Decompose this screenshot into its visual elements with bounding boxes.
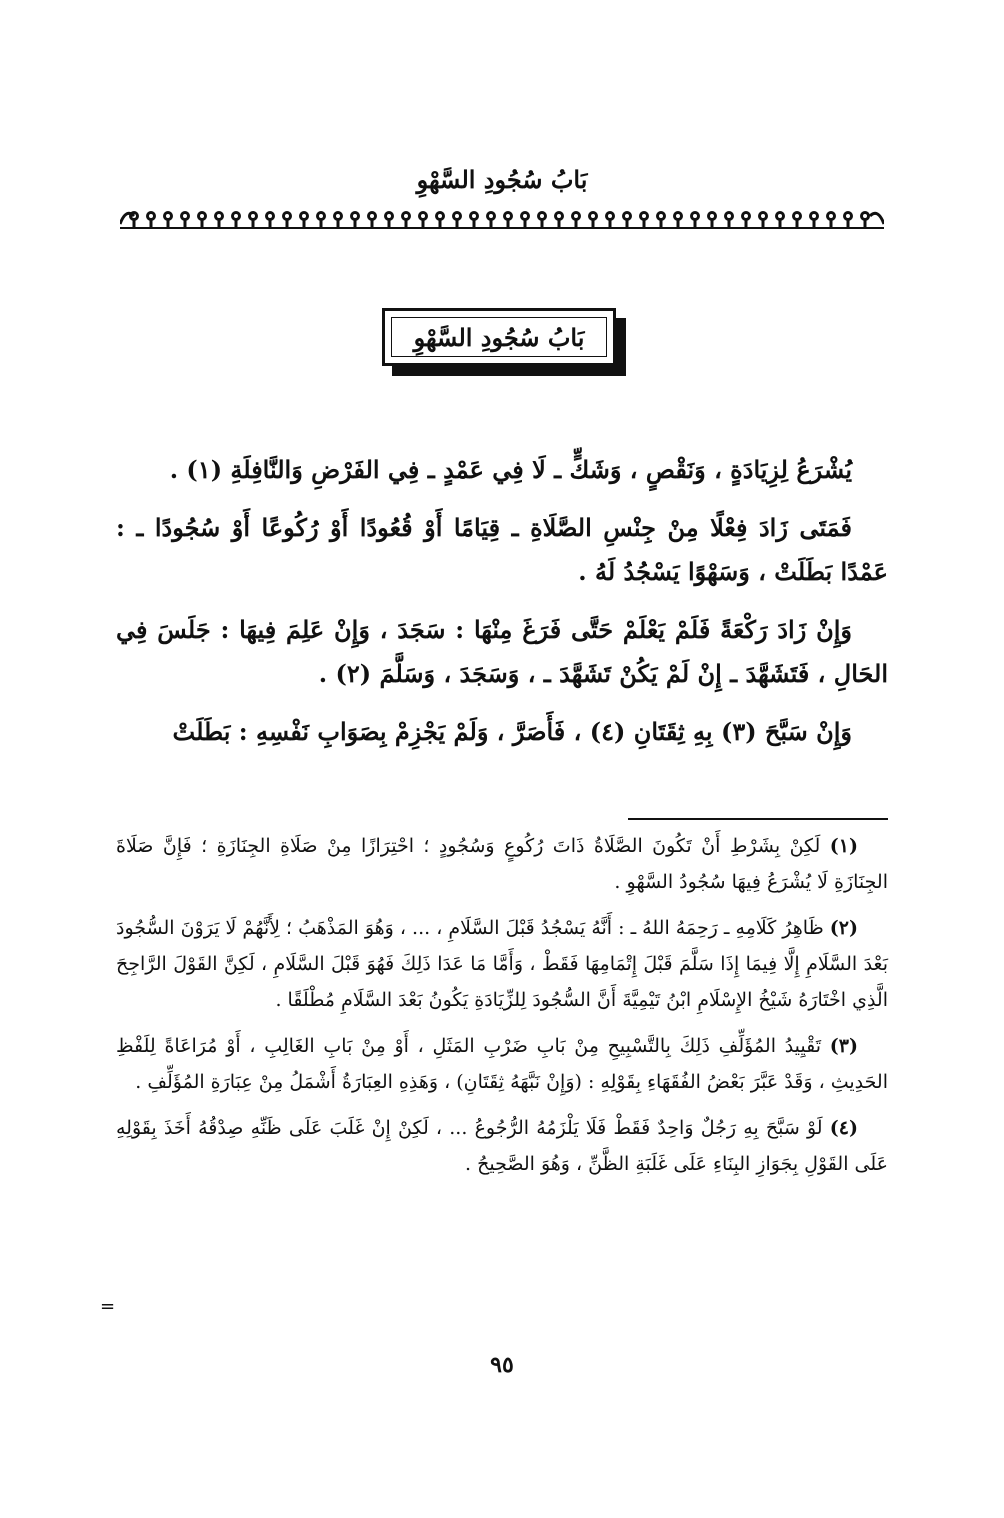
ornament-motif: [843, 211, 853, 228]
ornament-motif: [690, 211, 700, 228]
ornament-motif: [367, 211, 377, 228]
ornament-motif: [707, 211, 717, 228]
body-paragraph: يُشْرَعُ لِزِيَادَةٍ ، وَنَقْصٍ ، وَشَكٍّ ـ لَا فِي عَمْدٍ ـ فِي الفَرْضِ وَالنَّافِلَةِ (١) .: [169, 455, 852, 484]
ornament-motif: [146, 211, 156, 228]
footnote-number: (٣): [829, 1035, 858, 1057]
footnote-text: لَوْ سَبَّحَ بِهِ رَجُلٌ وَاحِدٌ فَقَطْ فَلَا يَلْزَمُهُ الرُّجُوعُ ... ، لَكِنْ إِنْ غَلَبَ عَلَى ظَنِّهِ صِدْقُهُ أَخَذَ بِقَوْلِهِ عَلَى القَوْلِ بِجَوَازِ البِنَاءِ عَلَى غَلَبَةِ الظَّنِّ ، وَهُوَ الصَّحِيحُ .: [116, 1117, 888, 1175]
body-paragraph: فَمَتَى زَادَ فِعْلًا مِنْ جِنْسِ الصَّلَاةِ ـ قِيَامًا أَوْ قُعُودًا أَوْ رُكُوعًا أَوْ سُجُودًا ـ : عَمْدًا بَطَلَتْ ، وَسَهْوًا يَسْجُدُ لَهُ .: [116, 513, 888, 586]
ornament-motif: [282, 211, 292, 228]
ornament-motif: [775, 211, 785, 228]
continuation-mark: =: [100, 1296, 116, 1317]
ornament-motif: [180, 211, 190, 228]
body-paragraph: وَإِنْ زَادَ رَكْعَةً فَلَمْ يَعْلَمْ حَتَّى فَرَغَ مِنْهَا : سَجَدَ ، وَإِنْ عَلِمَ فِيهَا : جَلَسَ فِي الحَالِ ، فَتَشَهَّدَ ـ إِنْ لَمْ يَكُنْ تَشَهَّدَ ـ ، وَسَجَدَ ، وَسَلَّمَ (٢) .: [116, 615, 888, 688]
chapter-title-box: [382, 308, 632, 380]
ornament-motif: [826, 211, 836, 228]
ornament-motif: [588, 211, 598, 228]
footnote-1: [116, 828, 888, 900]
ornament-motif: [350, 211, 360, 228]
footnote-separator: [628, 818, 888, 820]
ornament-motif: [401, 211, 411, 228]
footnote-text: تَقْيِيدُ المُؤَلِّفِ ذَلِكَ بِالتَّسْبِيحِ مِنْ بَابِ ضَرْبِ المَثَلِ ، أَوْ مِنْ بَابِ الغَالِبِ ، أَوْ مُرَاعَاةً لِلَفْظِ الحَدِيثِ ، وَقَدْ عَبَّرَ بَعْضُ الفُقَهَاءِ بِقَوْلِهِ : (وَإِنْ نَبَّهَهُ ثِقَتَانِ) ، وَهَذِهِ العِبَارَةُ أَشْمَلُ مِنْ عِبَارَةِ المُؤَلِّفِ .: [116, 1035, 888, 1093]
ornament-motif: [809, 211, 819, 228]
ornament-motif: [299, 211, 309, 228]
ornament-motif: [214, 211, 224, 228]
ornament-motif: [469, 211, 479, 228]
ornament-motif: [231, 211, 241, 228]
ornament-motif: [333, 211, 343, 228]
running-header: بَابُ سُجُودِ السَّهْوِ: [416, 165, 588, 194]
main-text: [116, 448, 888, 768]
ornament-motif: [605, 211, 615, 228]
body-paragraph: وَإِنْ سَبَّحَ (٣) بِهِ ثِقَتَانِ (٤) ، فَأَصَرَّ ، وَلَمْ يَجْزِمْ بِصَوَابِ نَفْسِهِ : بَطَلَتْ: [172, 717, 852, 746]
footnote-number: (٤): [829, 1117, 858, 1139]
ornament-motif: [197, 211, 207, 228]
footnotes: [116, 828, 888, 1192]
ornament-motif: [486, 211, 496, 228]
footnote-number: (١): [829, 835, 858, 857]
ornament-motif: [656, 211, 666, 228]
chapter-title: بَابُ سُجُودِ السَّهْوِ: [413, 322, 585, 352]
footnote-number: (٢): [829, 917, 858, 939]
ornament-end-flourish: [870, 213, 884, 224]
ornament-motif: [571, 211, 581, 228]
page-number: ٩٥: [490, 1352, 514, 1378]
ornament-motif: [860, 211, 870, 228]
footnote-text: لَكِنْ بِشَرْطِ أَنْ تَكُونَ الصَّلَاةُ ذَاتَ رُكُوعٍ وَسُجُودٍ ؛ احْتِرَازًا مِنْ صَلَاةِ الجِنَازَةِ ؛ فَإِنَّ صَلَاةَ الجِنَازَةِ لَا يُشْرَعُ فِيهَا سُجُودُ السَّهْوِ .: [116, 835, 888, 893]
ornament-motif: [724, 211, 734, 228]
ornament-motif: [316, 211, 326, 228]
footnote-text: ظَاهِرُ كَلَامِهِ ـ رَحِمَهُ اللهُ ـ : أَنَّهُ يَسْجُدُ قَبْلَ السَّلَامِ ، ... ، وَهُوَ المَذْهَبُ ؛ لِأَنَّهُمْ لَا يَرَوْنَ السُّجُودَ بَعْدَ السَّلَامِ إِلَّا فِيمَا إِذَا سَلَّمَ قَبْلَ إِتْمَامِهَا فَقَطْ ، وَأَمَّا مَا عَدَا ذَلِكَ فَهُوَ قَبْلَ السَّلَامِ ، لَكِنَّ القَوْلَ الرَّاجِحَ الَّذِي اخْتَارَهُ شَيْخُ الإِسْلَامِ ابْنُ تَيْمِيَّةَ أَنَّ السُّجُودَ لِلزِّيَادَةِ يَكُونُ بَعْدَ السَّلَامِ مُطْلَقًا .: [116, 917, 888, 1011]
ornament-motif: [520, 211, 530, 228]
ornament-pattern: [120, 204, 884, 232]
ornament-motif: [418, 211, 428, 228]
ornament-motif: [503, 211, 513, 228]
footnote-3: [116, 1028, 888, 1100]
ornament-motif: [741, 211, 751, 228]
title-box-frame: [382, 308, 616, 366]
footnote-2: [116, 910, 888, 1018]
ornament-divider: [120, 204, 884, 232]
ornament-motif: [673, 211, 683, 228]
ornament-motif: [265, 211, 275, 228]
ornament-motif: [792, 211, 802, 228]
footnote-4: [116, 1110, 888, 1182]
ornament-motif: [248, 211, 258, 228]
ornament-motif: [639, 211, 649, 228]
ornament-motif: [384, 211, 394, 228]
ornament-motif: [622, 211, 632, 228]
ornament-motif: [537, 211, 547, 228]
ornament-motif: [452, 211, 462, 228]
ornament-motif: [758, 211, 768, 228]
ornament-motif: [163, 211, 173, 228]
ornament-motif: [435, 211, 445, 228]
ornament-motif: [554, 211, 564, 228]
